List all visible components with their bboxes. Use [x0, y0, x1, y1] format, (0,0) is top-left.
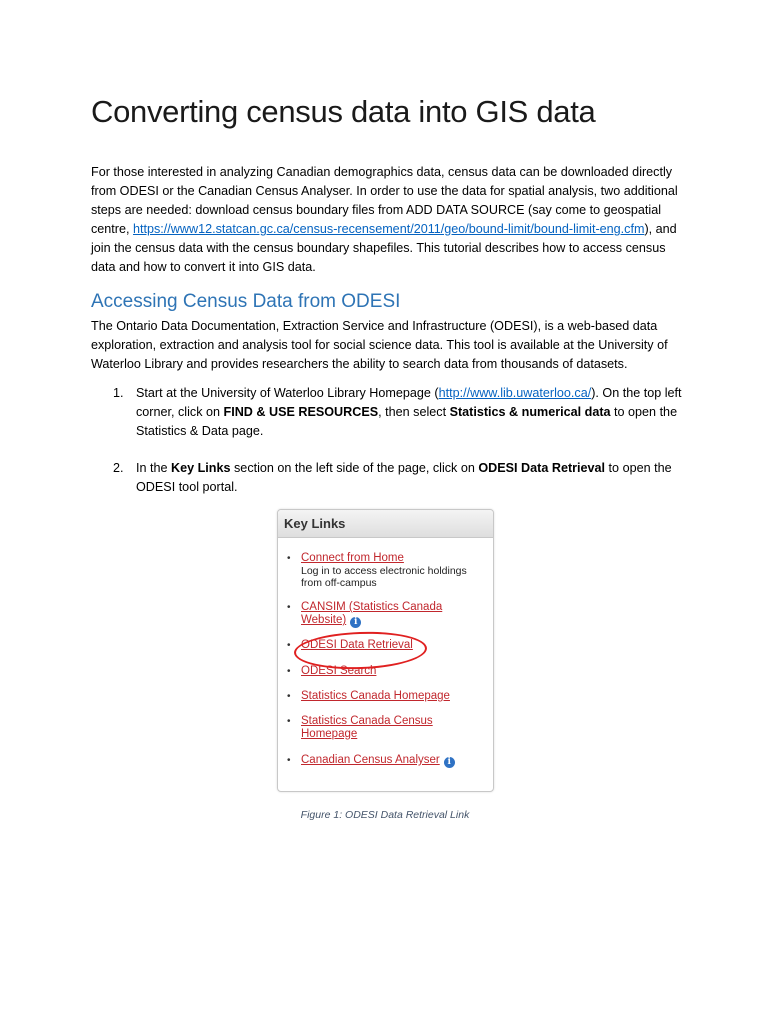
step-text: section on the left side of the page, click on [230, 461, 479, 475]
odesi-search-link[interactable]: ODESI Search [301, 665, 377, 677]
intro-text-1: For those interested in analyzing Canadian demographics data, census data can be downloaded directly from ODESI or the Canadian Census Analyser. In order to use the data for spatial analysis, two additional steps are needed: download census boundary files from ADD DATA SOURCE (say come to geospatial centre, [91, 165, 678, 236]
step-text: ). On the top left corner, click on [136, 386, 682, 419]
step-bold-text: ODESI Data Retrieval [478, 461, 606, 475]
cansim-link[interactable]: CANSIM (Statistics Canada Website) [301, 601, 443, 626]
intro-paragraph [91, 163, 691, 277]
odesi-paragraph: The Ontario Data Documentation, Extraction Service and Infrastructure (ODESI), is a web-based data exploration, extraction and analysis tool for social science data. This tool is available at the University of Waterloo Library and provides researchers the ability to search data from thousands of datasets. [91, 319, 668, 371]
connect-from-home-desc: Log in to access electronic holdings from off-campus [301, 565, 467, 589]
step-bold-text: Statistics & numerical data [449, 405, 611, 419]
step-text: , then select [378, 405, 450, 419]
bullet-icon: • [287, 716, 291, 727]
step-text: Start at the University of Waterloo Library Homepage ( [136, 386, 439, 400]
section-heading-odesi: Accessing Census Data from ODESI [91, 291, 401, 312]
key-links-header: Key Links [278, 510, 493, 538]
step-bold-text: Key Links [171, 461, 231, 475]
canadian-census-analyser-link[interactable]: Canadian Census Analyser [301, 754, 440, 766]
info-icon[interactable]: i [350, 617, 361, 628]
step-bold-text: FIND & USE RESOURCES [223, 405, 379, 419]
statcan-boundary-link[interactable]: https://www12.statcan.gc.ca/census-recensement/2011/geo/bound-limit/bound-limit-eng.cfm [133, 222, 645, 236]
bullet-icon: • [287, 602, 291, 613]
statcan-homepage-link[interactable]: Statistics Canada Homepage [301, 690, 450, 702]
bullet-icon: • [287, 691, 291, 702]
bullet-icon: • [287, 666, 291, 677]
step-number: 2. [113, 461, 124, 475]
step-text: to open the Statistics & Data page. [136, 405, 678, 438]
figure-caption: Figure 1: ODESI Data Retrieval Link [300, 809, 470, 821]
bullet-icon: • [287, 640, 291, 651]
step-2 [91, 459, 691, 497]
info-icon[interactable]: i [444, 757, 455, 768]
statcan-census-homepage-link[interactable]: Statistics Canada Census Homepage [301, 715, 433, 740]
steps-list [91, 384, 691, 497]
odesi-data-retrieval-link[interactable]: ODESI Data Retrieval [301, 639, 413, 651]
intro-text-2: ), and join the census data with the census boundary shapefiles. This tutorial describes how to access census data and how to convert it into GIS data. [91, 222, 677, 274]
step-text: to open the ODESI tool portal. [136, 461, 672, 494]
bullet-icon: • [287, 755, 291, 766]
page-title: Converting census data into GIS data [91, 94, 596, 129]
step-number: 1. [113, 386, 124, 400]
bullet-icon: • [287, 553, 291, 564]
connect-from-home-link[interactable]: Connect from Home [301, 552, 404, 564]
uwaterloo-library-link[interactable]: http://www.lib.uwaterloo.ca/ [438, 386, 592, 400]
step-1 [91, 384, 691, 441]
step-text: In the [136, 461, 172, 475]
key-links-panel [277, 509, 494, 792]
